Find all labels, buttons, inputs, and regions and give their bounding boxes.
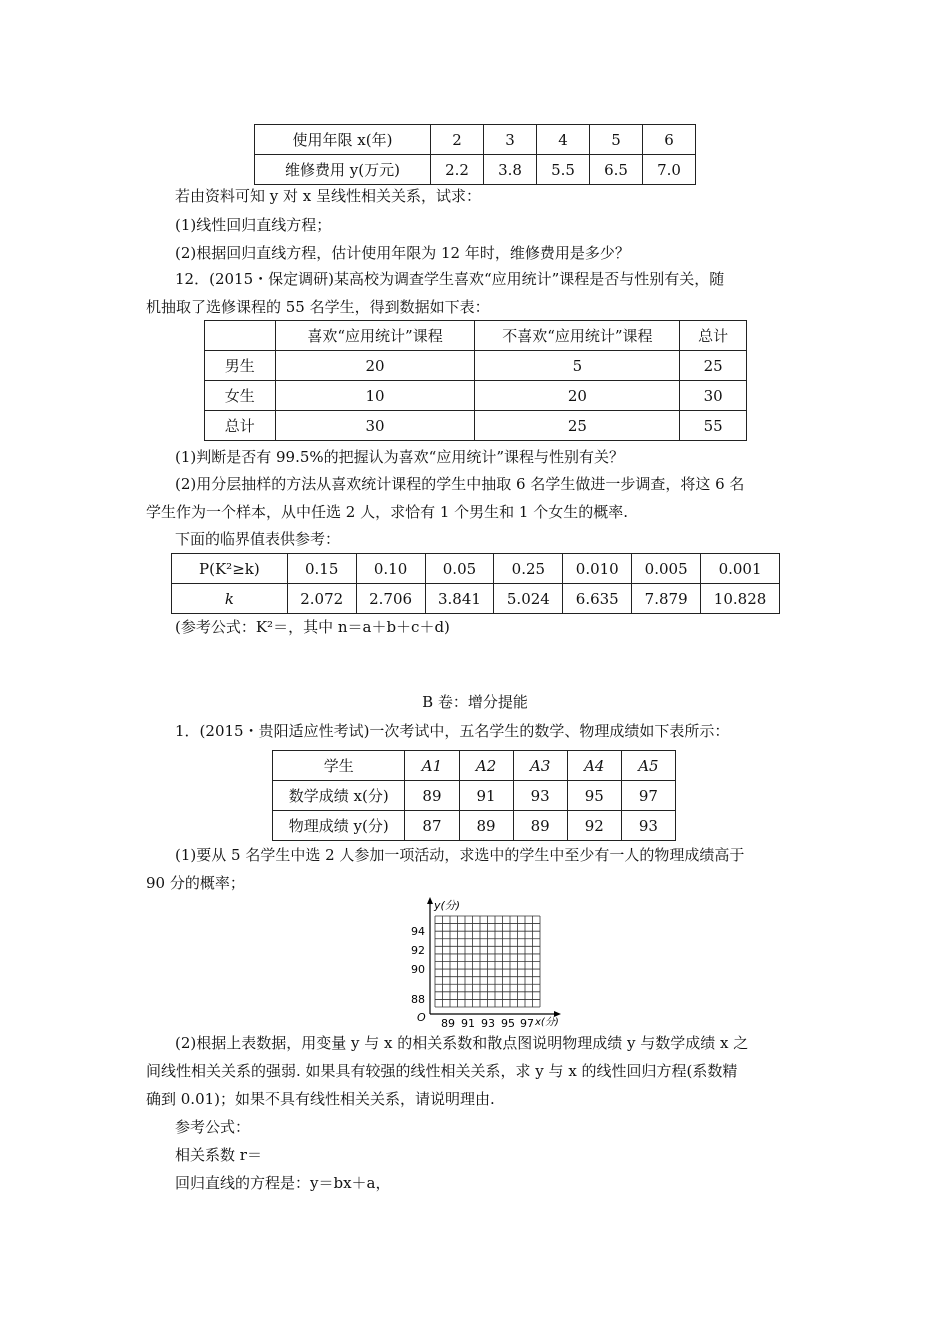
problem-12-question-1: (1)判断是否有 99.5%的把握认为喜欢“应用统计”课程与性别有关？ bbox=[175, 448, 625, 466]
table-cell: 3.8 bbox=[484, 155, 537, 185]
table-cell: 6.5 bbox=[590, 155, 643, 185]
x-tick-label: 91 bbox=[461, 1017, 475, 1030]
correlation-formula: 相关系数 r＝ bbox=[175, 1146, 262, 1164]
maintenance-table bbox=[254, 124, 696, 185]
problem-12-question-2-line-1: (2)用分层抽样的方法从喜欢统计课程的学生中抽取 6 名学生做进一步调查，将这 6 名 bbox=[175, 475, 745, 493]
table-cell: A3 bbox=[513, 751, 567, 781]
table-cell: 维修费用 y(万元) bbox=[255, 155, 431, 185]
table-row bbox=[205, 351, 747, 381]
table-cell: A5 bbox=[621, 751, 675, 781]
regression-formula: 回归直线的方程是：y＝bx＋a， bbox=[175, 1174, 391, 1192]
table-cell: 使用年限 x(年) bbox=[255, 125, 431, 155]
table-cell bbox=[205, 321, 276, 351]
origin-label: O bbox=[417, 1011, 426, 1024]
critical-value-table bbox=[171, 553, 780, 614]
table-cell: 25 bbox=[475, 411, 680, 441]
table-cell: 0.005 bbox=[632, 554, 701, 584]
table-cell: 男生 bbox=[205, 351, 276, 381]
x-tick-label: 93 bbox=[481, 1017, 495, 1030]
x-axis-label: x(分) bbox=[535, 1017, 559, 1028]
table-cell: 物理成绩 y(分) bbox=[273, 811, 405, 841]
table-cell: 数学成绩 x(分) bbox=[273, 781, 405, 811]
critical-table-intro: 下面的临界值表供参考： bbox=[175, 530, 341, 548]
table-cell: 总计 bbox=[205, 411, 276, 441]
scores-table bbox=[272, 750, 676, 841]
table-cell: 93 bbox=[513, 781, 567, 811]
problem-12-line-1: 12．(2015・保定调研)某高校为调查学生喜欢“应用统计”课程是否与性别有关，随 bbox=[175, 270, 725, 288]
y-tick-label: 92 bbox=[411, 944, 425, 957]
table-cell: 30 bbox=[275, 411, 475, 441]
table-cell: 89 bbox=[513, 811, 567, 841]
problem-11-question-2: (2)根据回归直线方程，估计使用年限为 12 年时，维修费用是多少？ bbox=[175, 244, 630, 262]
table-cell: 3.841 bbox=[425, 584, 494, 614]
x-tick-label: 95 bbox=[501, 1017, 515, 1030]
x-tick-label: 97 bbox=[520, 1017, 534, 1030]
table-cell: 3 bbox=[484, 125, 537, 155]
table-cell: 0.010 bbox=[563, 554, 632, 584]
table-cell: 25 bbox=[680, 351, 747, 381]
table-cell: A4 bbox=[567, 751, 621, 781]
scatter-grid-graph bbox=[405, 893, 565, 1030]
table-cell: 0.05 bbox=[425, 554, 494, 584]
table-row bbox=[273, 811, 676, 841]
y-tick-label: 88 bbox=[411, 993, 425, 1006]
table-cell: 5.024 bbox=[494, 584, 563, 614]
problem-12-line-2: 机抽取了选修课程的 55 名学生，得到数据如下表： bbox=[146, 298, 490, 316]
table-cell: 喜欢“应用统计”课程 bbox=[275, 321, 475, 351]
problem-11-question-1: (1)线性回归直线方程； bbox=[175, 216, 332, 234]
table-cell: 5 bbox=[475, 351, 680, 381]
table-cell: 学生 bbox=[273, 751, 405, 781]
y-tick-label: 94 bbox=[411, 925, 425, 938]
table-row bbox=[273, 751, 676, 781]
table-row bbox=[205, 321, 747, 351]
table-row bbox=[205, 411, 747, 441]
table-cell: A2 bbox=[459, 751, 513, 781]
table-cell: 2.072 bbox=[287, 584, 356, 614]
part-b-question-1-intro: 1．(2015・贵阳适应性考试)一次考试中，五名学生的数学、物理成绩如下表所示： bbox=[175, 722, 730, 740]
table-cell: 2.706 bbox=[356, 584, 425, 614]
table-cell: k bbox=[172, 584, 288, 614]
table-cell: 93 bbox=[621, 811, 675, 841]
problem-11-intro: 若由资料可知 y 对 x 呈线性相关关系，试求： bbox=[175, 187, 482, 205]
table-row bbox=[255, 125, 696, 155]
table-cell: 2.2 bbox=[431, 155, 484, 185]
table-row bbox=[273, 781, 676, 811]
table-cell: 6 bbox=[643, 125, 696, 155]
table-cell: 30 bbox=[680, 381, 747, 411]
table-cell: 0.001 bbox=[701, 554, 780, 584]
part-b-sub-2-line-1: (2)根据上表数据，用变量 y 与 x 的相关系数和散点图说明物理成绩 y 与数学成绩 x 之 bbox=[175, 1034, 749, 1052]
table-cell: A1 bbox=[405, 751, 459, 781]
table-cell: 总计 bbox=[680, 321, 747, 351]
reference-formula-title: 参考公式： bbox=[175, 1118, 251, 1136]
part-b-sub-2-line-3: 确到 0.01)；如果不具有线性相关关系，请说明理由. bbox=[146, 1090, 495, 1108]
y-axis-label: y(分) bbox=[434, 899, 461, 912]
table-cell: 87 bbox=[405, 811, 459, 841]
table-cell: 4 bbox=[537, 125, 590, 155]
table-cell: 10.828 bbox=[701, 584, 780, 614]
table-cell: 0.10 bbox=[356, 554, 425, 584]
table-cell: 20 bbox=[475, 381, 680, 411]
table-cell: 95 bbox=[567, 781, 621, 811]
table-cell: 0.25 bbox=[494, 554, 563, 584]
table-cell: 97 bbox=[621, 781, 675, 811]
table-cell: 女生 bbox=[205, 381, 276, 411]
table-cell: 89 bbox=[405, 781, 459, 811]
table-cell: 89 bbox=[459, 811, 513, 841]
reference-formula: (参考公式：K²＝，其中 n＝a＋b＋c＋d) bbox=[175, 618, 450, 636]
preference-table bbox=[204, 320, 747, 441]
table-cell: 不喜欢“应用统计”课程 bbox=[475, 321, 680, 351]
y-tick-label: 90 bbox=[411, 963, 425, 976]
x-tick-label: 89 bbox=[441, 1017, 455, 1030]
table-row bbox=[205, 381, 747, 411]
part-b-sub-2-line-2: 间线性相关关系的强弱. 如果具有较强的线性相关关系，求 y 与 x 的线性回归方程(系数精 bbox=[146, 1062, 738, 1080]
table-cell: 10 bbox=[275, 381, 475, 411]
table-cell: 6.635 bbox=[563, 584, 632, 614]
table-cell: 20 bbox=[275, 351, 475, 381]
part-b-sub-1-line-2: 90 分的概率； bbox=[146, 874, 245, 892]
table-cell: 5 bbox=[590, 125, 643, 155]
table-cell: P(K²≥k) bbox=[172, 554, 288, 584]
table-row bbox=[255, 155, 696, 185]
problem-12-question-2-line-2: 学生作为一个样本，从中任选 2 人，求恰有 1 个男生和 1 个女生的概率. bbox=[146, 503, 629, 521]
table-cell: 55 bbox=[680, 411, 747, 441]
y-axis-arrow bbox=[427, 897, 433, 904]
table-cell: 2 bbox=[431, 125, 484, 155]
table-cell: 5.5 bbox=[537, 155, 590, 185]
table-cell: 0.15 bbox=[287, 554, 356, 584]
table-cell: 92 bbox=[567, 811, 621, 841]
section-b-title: B 卷：增分提能 bbox=[422, 693, 528, 711]
table-cell: 91 bbox=[459, 781, 513, 811]
table-row bbox=[172, 584, 780, 614]
grid-lines bbox=[435, 916, 540, 1007]
table-row bbox=[172, 554, 780, 584]
table-cell: 7.0 bbox=[643, 155, 696, 185]
table-cell: 7.879 bbox=[632, 584, 701, 614]
part-b-sub-1-line-1: (1)要从 5 名学生中选 2 人参加一项活动，求选中的学生中至少有一人的物理成绩高于 bbox=[175, 846, 745, 864]
